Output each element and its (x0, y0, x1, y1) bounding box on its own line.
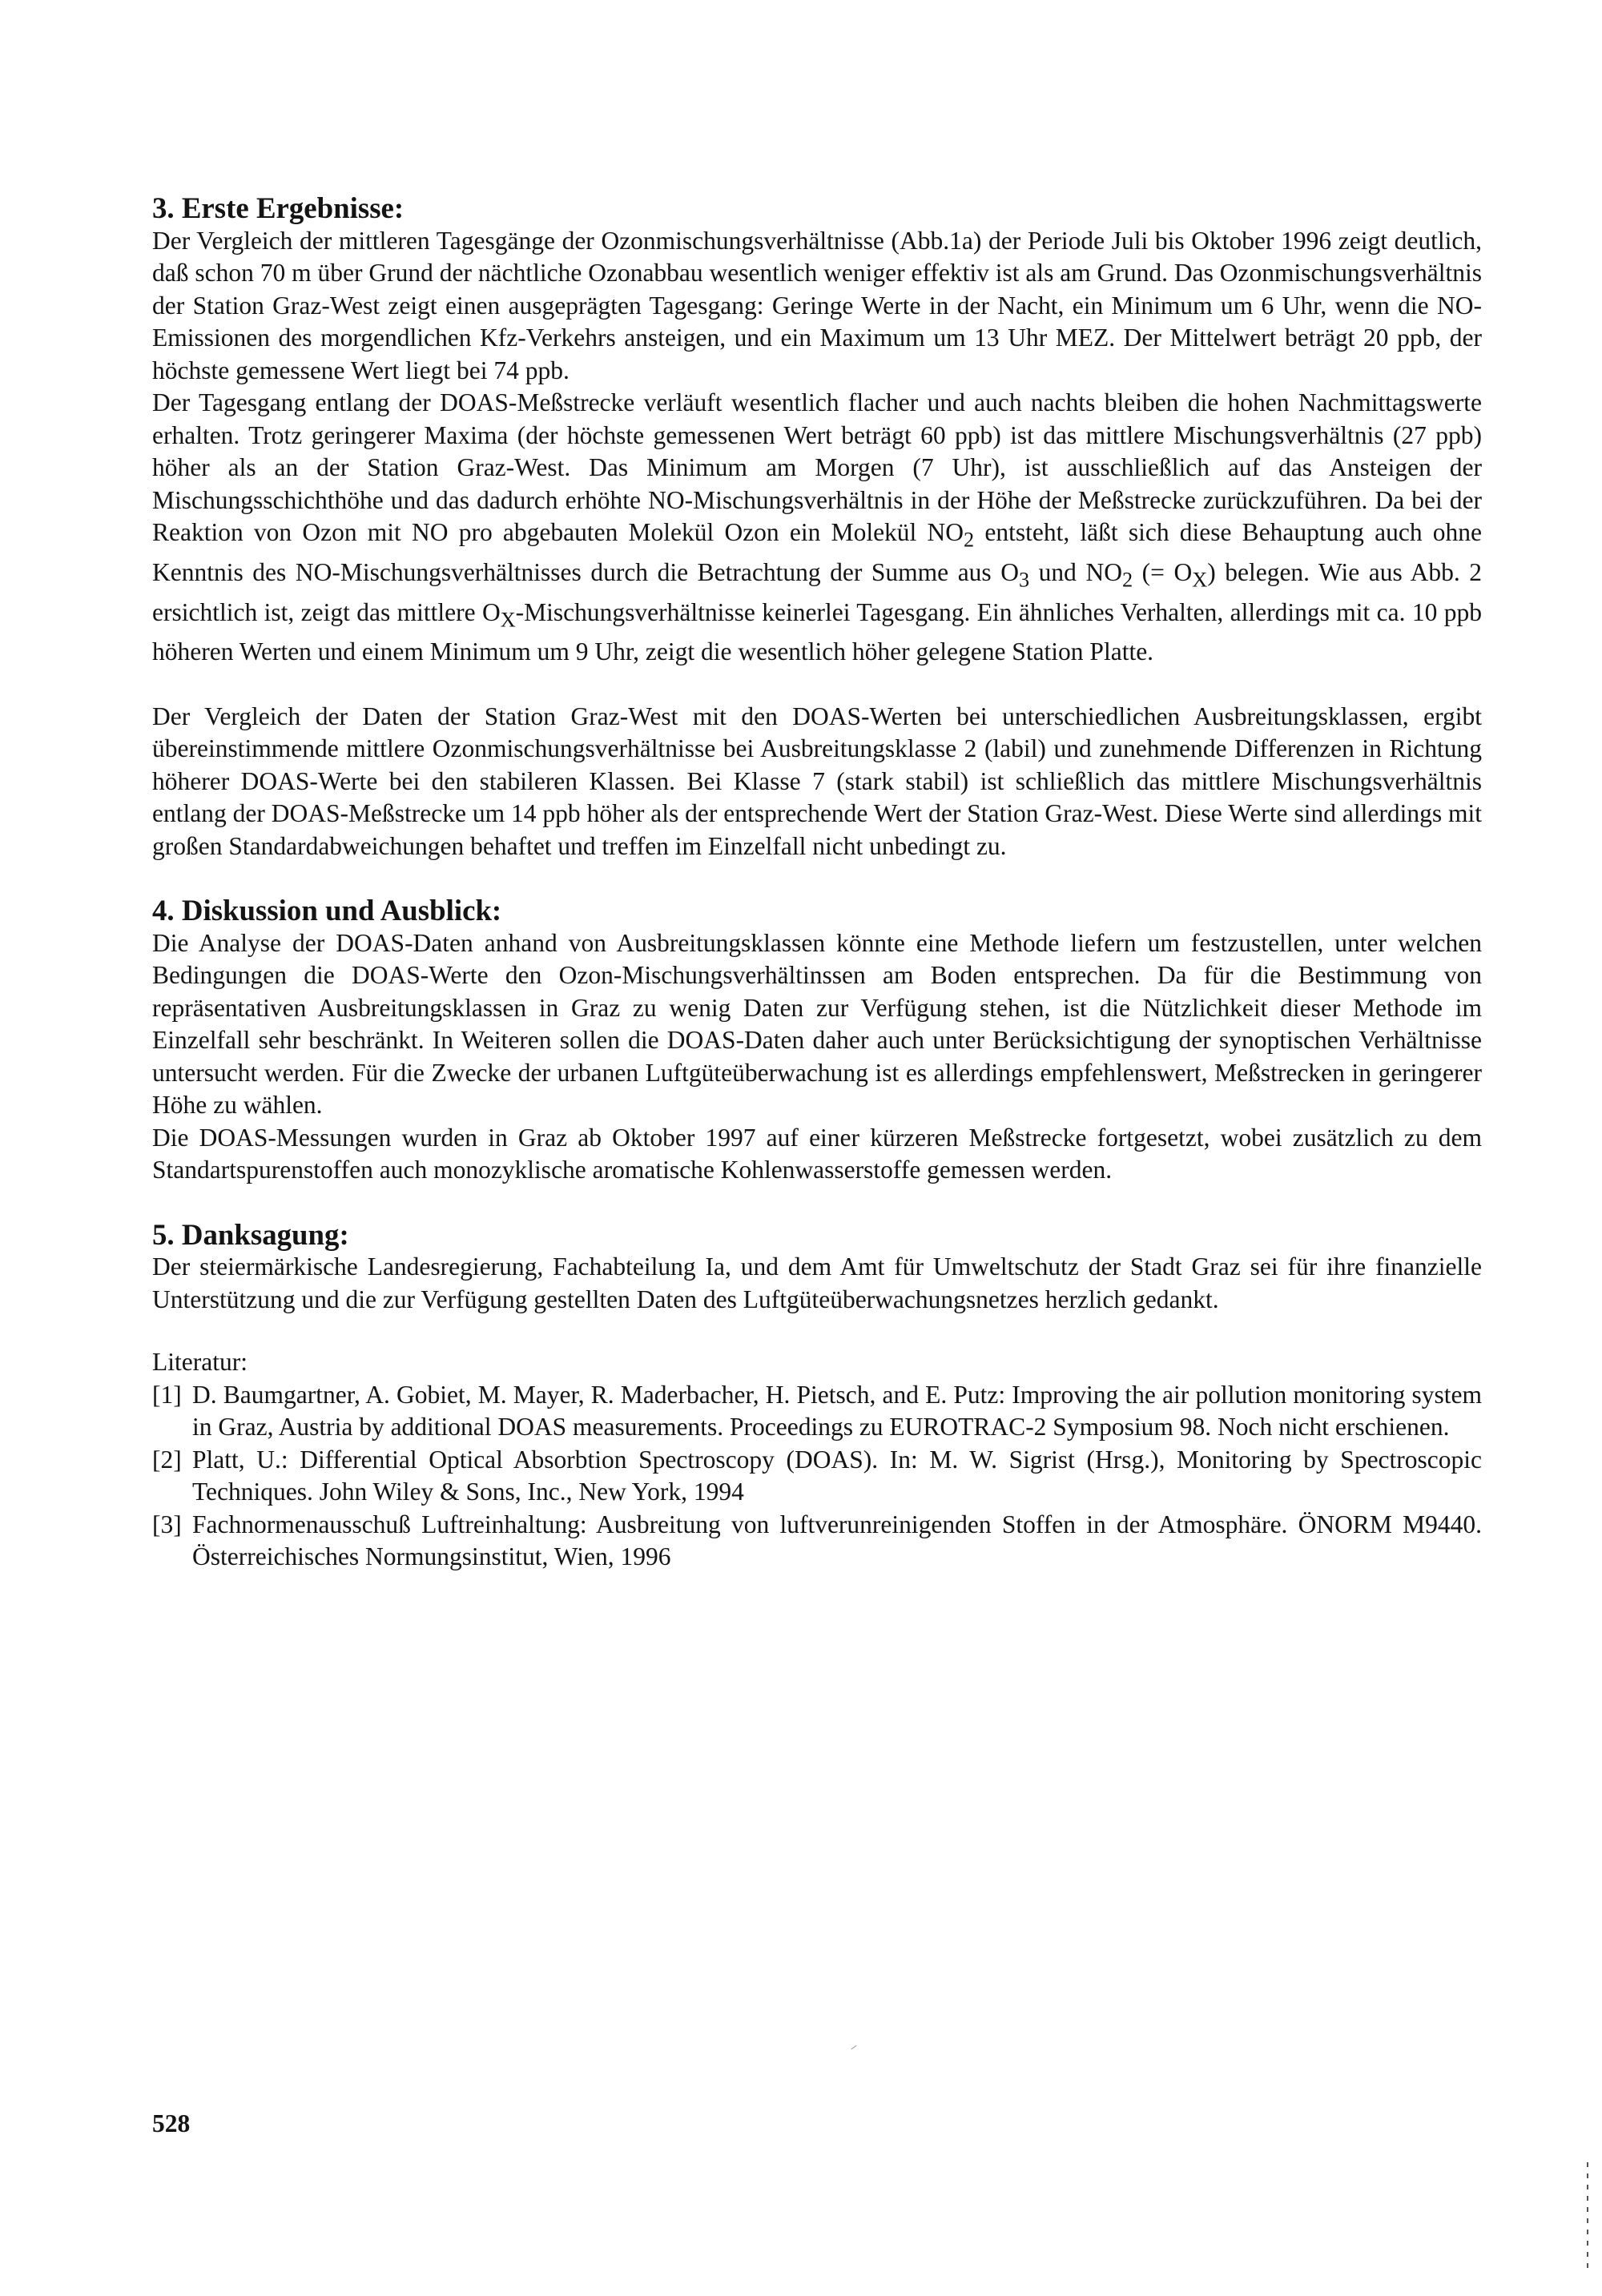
no2-subscript: 2 (964, 528, 975, 552)
spacer (152, 669, 1482, 701)
ox-subscript: X (1192, 568, 1208, 592)
reference-number: [1] (152, 1380, 182, 1409)
thanks-paragraph: Der steiermärkische Landesregierung, Fachabteilung Ia, und dem Amt für Umweltschutz der Stadt Graz sei für ihre finanzielle Unterstützung und die zur Verfügung gestellten Daten des Luftgüteüberwachungsnetzes herzlich gedankt. (152, 1253, 1482, 1313)
page-body (152, 192, 1482, 1574)
page-number: 528 (152, 2109, 191, 2137)
reference-item (152, 1444, 1482, 1509)
section-heading-discussion: 4. Diskussion und Ausblick: (152, 894, 502, 927)
results-p2-part-a: Der Tagesgang entlang der DOAS-Meßstrecke verläuft wesentlich flacher und auch nachts bleiben die hohen Nachmittagswerte erhalten. Trotz geringerer Maxima (der höchste gemessenen Wert beträgt 60 ppb) ist das mittlere Mischungsverhältnis (27 ppb) höher als an der Station Graz-West. Das Minimum am Morgen (7 Uhr), ist ausschließlich auf das Ansteigen der Mischungsschichthöhe und das dadurch erhöhte NO-Mischungsverhältnis in der Höhe der Meßstrecke zurückzuführen. Da bei der Reaktion von Ozon mit NO pro abgebauten Molekül Ozon ein Molekül NO (152, 388, 1482, 546)
results-paragraph-3: Der Vergleich der Daten der Station Graz-West mit den DOAS-Werten bei unterschiedlichen Ausbreitungsklassen, ergibt übereinstimmende mittlere Ozonmischungsverhältnisse bei Ausbreitungsklasse 2 (labil) und zunehmende Differenzen in Richtung höherer DOAS-Werte bei den stabileren Klassen. Bei Klasse 7 (stark stabil) ist schließlich das mittlere Mischungsverhältnis entlang der DOAS-Meßstrecke um 14 ppb höher als der entsprechende Wert der Station Graz-West. Diese Werte sind allerdings mit großen Standardabweichungen behaftet und treffen im Einzelfall nicht unbedingt zu. (152, 702, 1482, 860)
o3-subscript: 3 (1019, 568, 1030, 592)
ox-subscript: X (500, 607, 516, 631)
discussion-paragraph-2: Die DOAS-Messungen wurden in Graz ab Oktober 1997 auf einer kürzeren Meßstrecke fortgesetzt, wobei zusätzlich zu dem Standartspurenstoffen auch monozyklische aromatische Kohlenwasserstoffe gemessen werden. (152, 1123, 1482, 1184)
spacer (152, 1316, 1482, 1346)
results-p2-part-b: entsteht, läßt sich diese Behauptung auch ohne Kenntnis des NO-Mischungsverhältnisses durch die Betrachtung der Summe aus O (152, 518, 1482, 586)
section-heading-results: 3. Erste Ergebnisse: (152, 191, 405, 224)
scan-edge-mark (1587, 2162, 1588, 2274)
results-p2-part-d: (= O (1133, 557, 1193, 586)
reference-text: D. Baumgartner, A. Gobiet, M. Mayer, R. Maderbacher, H. Pietsch, and E. Putz: Improving the air pollution monitoring system in Graz, Austria by additional DOAS measurements. Proceedings zu EUROTRAC-2 Symposium 98. Noch nicht erschienen. (192, 1380, 1482, 1442)
results-paragraph-2 (152, 387, 1482, 669)
reference-number: [3] (152, 1510, 182, 1538)
results-paragraph-1: Der Vergleich der mittleren Tagesgänge der Ozonmischungsverhältnisse (Abb.1a) der Periode Juli bis Oktober 1996 zeigt deutlich, daß schon 70 m über Grund der nächtliche Ozonabbau wesentlich weniger effektiv ist als am Grund. Das Ozonmischungsverhältnis der Station Graz-West zeigt einen ausgeprägten Tagesgang: Geringe Werte in der Nacht, ein Minimum um 6 Uhr, wenn die NO-Emissionen des morgendlichen Kfz-Verkehrs ansteigen, und ein Maximum um 13 Uhr MEZ. Der Mittelwert beträgt 20 ppb, der höchste gemessene Wert liegt bei 74 ppb. (152, 226, 1482, 384)
reference-item (152, 1379, 1482, 1444)
reference-text: Platt, U.: Differential Optical Absorbtion Spectroscopy (DOAS). In: M. W. Sigrist (Hrsg.), Monitoring by Spectroscopic Techniques. John Wiley & Sons, Inc., New York, 1994 (192, 1445, 1482, 1506)
reference-text: Fachnormenausschuß Luftreinhaltung: Ausbreitung von luftverunreinigenden Stoffen in der Atmosphäre. ÖNORM M9440. Österreichisches Normungsinstitut, Wien, 1996 (192, 1510, 1482, 1571)
results-p2-part-f: -Mischungsverhältnisse keinerlei Tagesgang. Ein ähnliches Verhalten, allerdings mit ca. 10 ppb höheren Werten und einem Minimum um 9 Uhr, zeigt die wesentlich höher gelegene Station Platte. (152, 597, 1482, 666)
no2-subscript: 2 (1121, 568, 1133, 592)
reference-item (152, 1509, 1482, 1574)
spacer (152, 1187, 1482, 1219)
results-p2-part-e: ) belegen. Wie aus Abb. 2 ersichtlich ist, zeigt das mittlere O (152, 557, 1482, 626)
results-p2-part-c: und NO (1029, 557, 1122, 586)
section-heading-thanks: 5. Danksagung: (152, 1217, 349, 1251)
scan-mark (851, 2045, 856, 2049)
reference-number: [2] (152, 1445, 182, 1474)
spacer (152, 863, 1482, 895)
discussion-paragraph-1: Die Analyse der DOAS-Daten anhand von Ausbreitungsklassen könnte eine Methode liefern um festzustellen, unter welchen Bedingungen die DOAS-Werte den Ozon-Mischungsverhältinssen am Boden entsprechen. Da für die Bestimmung von repräsentativen Ausbreitungsklassen in Graz zu wenig Daten zur Verfügung stehen, ist die Nützlichkeit dieser Methode im Einzelfall sehr beschränkt. In Weiteren sollen die DOAS-Daten daher auch unter Berücksichtigung der synoptischen Verhältnisse untersucht werden. Für die Zwecke der urbanen Luftgüteüberwachung ist es allerdings empfehlenswert, Meßstrecken in geringerer Höhe zu wählen. (152, 928, 1482, 1120)
literature-label: Literatur: (152, 1348, 248, 1377)
